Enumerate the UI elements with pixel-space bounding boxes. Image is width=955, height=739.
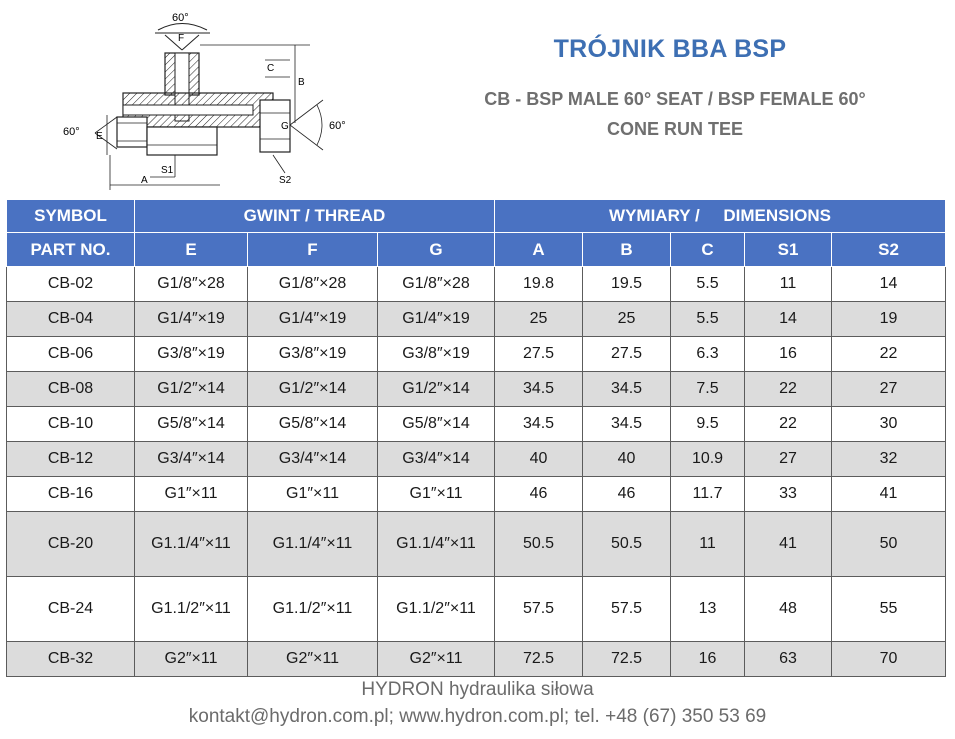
table-cell-text: G1.1/2″×11 <box>151 600 231 617</box>
table-cell: CB-10 <box>7 407 135 442</box>
header-dimensions-pl: WYMIARY / <box>609 206 700 225</box>
table-cell: G1.1/4″×11 <box>248 512 378 577</box>
table-cell: 34.5 <box>495 407 583 442</box>
table-cell: 11 <box>671 512 745 577</box>
page-title: TRÓJNIK BBA BSP <box>553 35 787 63</box>
header-col-s2: S2 <box>832 233 946 267</box>
table-row <box>7 512 946 577</box>
table-cell: 16 <box>745 337 832 372</box>
table-cell: 72.5 <box>583 642 671 677</box>
table-cell: G2″×11 <box>135 642 248 677</box>
table-cell: 22 <box>745 372 832 407</box>
footer-contact: kontakt@hydron.com.pl; www.hydron.com.pl; tel. +48 (67) 350 53 69 <box>188 706 767 727</box>
drawing-label-f: F <box>178 33 185 44</box>
header-col-s1: S1 <box>745 233 832 267</box>
table-cell: G1/4″×19 <box>378 302 495 337</box>
header-thread: GWINT / THREAD <box>135 200 495 233</box>
table-cell: 11.7 <box>671 477 745 512</box>
table-cell: G5/8″×14 <box>378 407 495 442</box>
drawing-label-g: G <box>281 121 289 132</box>
table-cell: 34.5 <box>495 372 583 407</box>
tee-technical-drawing <box>55 5 385 195</box>
table-cell: G3/4″×14 <box>248 442 378 477</box>
table-cell: G1.1/2″×11 <box>378 577 495 642</box>
table-cell: 70 <box>832 642 946 677</box>
table-row <box>7 337 946 372</box>
table-cell: 22 <box>832 337 946 372</box>
table-cell: 50.5 <box>583 512 671 577</box>
header-col-e: E <box>135 233 248 267</box>
header-col-f: F <box>248 233 378 267</box>
table-cell: 9.5 <box>671 407 745 442</box>
table-cell: 41 <box>832 477 946 512</box>
table-cell: 72.5 <box>495 642 583 677</box>
table-cell: 48 <box>745 577 832 642</box>
table-cell: G3/4″×14 <box>135 442 248 477</box>
table-cell: 27 <box>832 372 946 407</box>
table-cell: 46 <box>583 477 671 512</box>
table-cell: G1″×11 <box>135 477 248 512</box>
table-cell: G1/2″×14 <box>378 372 495 407</box>
table-cell: 50.5 <box>495 512 583 577</box>
header-part-no: PART NO. <box>7 233 135 267</box>
drawing-label-right-angle: 60° <box>329 120 346 132</box>
table-cell: 14 <box>745 302 832 337</box>
table-cell: 30 <box>832 407 946 442</box>
table-cell: 57.5 <box>495 577 583 642</box>
drawing-label-left-angle: 60° <box>63 126 80 138</box>
table-row <box>7 577 946 642</box>
table-cell: 25 <box>583 302 671 337</box>
table-cell: 34.5 <box>583 407 671 442</box>
table-cell: 10.9 <box>671 442 745 477</box>
table-cell: G1/4″×19 <box>248 302 378 337</box>
header-dimensions-en: DIMENSIONS <box>723 206 832 225</box>
table-row <box>7 642 946 677</box>
drawing-label-a: A <box>141 175 148 186</box>
table-row <box>7 267 946 302</box>
table-cell: G5/8″×14 <box>135 407 248 442</box>
table-cell: 27.5 <box>495 337 583 372</box>
drawing-label-s1: S1 <box>161 165 174 176</box>
table-cell: 27.5 <box>583 337 671 372</box>
table-cell: 7.5 <box>671 372 745 407</box>
table-cell: G1/2″×14 <box>248 372 378 407</box>
table-cell: G1″×11 <box>248 477 378 512</box>
table-cell: CB-02 <box>7 267 135 302</box>
table-cell <box>135 577 248 642</box>
table-cell: 11 <box>745 267 832 302</box>
subtitle-line-2: CONE RUN TEE <box>606 119 743 139</box>
table-cell: CB-16 <box>7 477 135 512</box>
table-cell: G1/8″×28 <box>135 267 248 302</box>
table-cell: CB-12 <box>7 442 135 477</box>
table-cell: 50 <box>832 512 946 577</box>
drawing-label-s2: S2 <box>279 175 292 186</box>
table-cell: 6.3 <box>671 337 745 372</box>
table-cell: 22 <box>745 407 832 442</box>
table-cell: 14 <box>832 267 946 302</box>
table-cell: G1/2″×14 <box>135 372 248 407</box>
header-symbol: SYMBOL <box>7 200 135 233</box>
drawing-label-e: E <box>96 131 103 142</box>
table-cell: G3/8″×19 <box>248 337 378 372</box>
table-cell: 34.5 <box>583 372 671 407</box>
table-row <box>7 477 946 512</box>
table-cell: 32 <box>832 442 946 477</box>
table-cell: G1.1/2″×11 <box>248 577 378 642</box>
header-col-b: B <box>583 233 671 267</box>
table-cell <box>135 512 248 577</box>
header-col-g: G <box>378 233 495 267</box>
table-row <box>7 442 946 477</box>
table-row <box>7 302 946 337</box>
table-cell: 19.8 <box>495 267 583 302</box>
table-cell: G1.1/4″×11 <box>378 512 495 577</box>
table-cell: 25 <box>495 302 583 337</box>
table-cell: G2″×11 <box>248 642 378 677</box>
table-cell: G1/8″×28 <box>378 267 495 302</box>
table-cell-text: G1.1/4″×11 <box>151 535 231 552</box>
header-col-a: A <box>495 233 583 267</box>
table-cell: 5.5 <box>671 302 745 337</box>
table-cell: CB-20 <box>7 512 135 577</box>
table-cell: CB-08 <box>7 372 135 407</box>
drawing-label-top-angle: 60° <box>172 12 189 24</box>
drawing-label-b: B <box>298 77 305 88</box>
table-cell: 55 <box>832 577 946 642</box>
drawing-label-c: C <box>267 63 275 74</box>
table-cell: CB-32 <box>7 642 135 677</box>
page-subtitle <box>420 84 930 144</box>
header-col-c: C <box>671 233 745 267</box>
table-cell: 13 <box>671 577 745 642</box>
table-cell: G2″×11 <box>378 642 495 677</box>
table-cell: CB-24 <box>7 577 135 642</box>
table-cell: CB-06 <box>7 337 135 372</box>
table-cell: 40 <box>495 442 583 477</box>
footer-company: HYDRON hydraulika siłowa <box>361 679 594 700</box>
table-cell: 41 <box>745 512 832 577</box>
table-cell: 27 <box>745 442 832 477</box>
table-cell: G3/8″×19 <box>135 337 248 372</box>
specification-table <box>6 199 946 677</box>
table-cell: G1/8″×28 <box>248 267 378 302</box>
table-row <box>7 372 946 407</box>
table-cell: 40 <box>583 442 671 477</box>
table-cell: G3/4″×14 <box>378 442 495 477</box>
subtitle-line-1: CB - BSP MALE 60° SEAT / BSP FEMALE 60° <box>484 89 866 109</box>
table-cell: 63 <box>745 642 832 677</box>
table-cell: G3/8″×19 <box>378 337 495 372</box>
table-cell: 33 <box>745 477 832 512</box>
table-cell: G5/8″×14 <box>248 407 378 442</box>
table-cell: 16 <box>671 642 745 677</box>
table-cell: G1/4″×19 <box>135 302 248 337</box>
table-row <box>7 407 946 442</box>
table-cell: 57.5 <box>583 577 671 642</box>
table-cell: 19 <box>832 302 946 337</box>
table-cell: 46 <box>495 477 583 512</box>
header-dimensions <box>495 200 946 233</box>
table-cell: G1″×11 <box>378 477 495 512</box>
table-cell: 5.5 <box>671 267 745 302</box>
table-cell: CB-04 <box>7 302 135 337</box>
table-cell: 19.5 <box>583 267 671 302</box>
